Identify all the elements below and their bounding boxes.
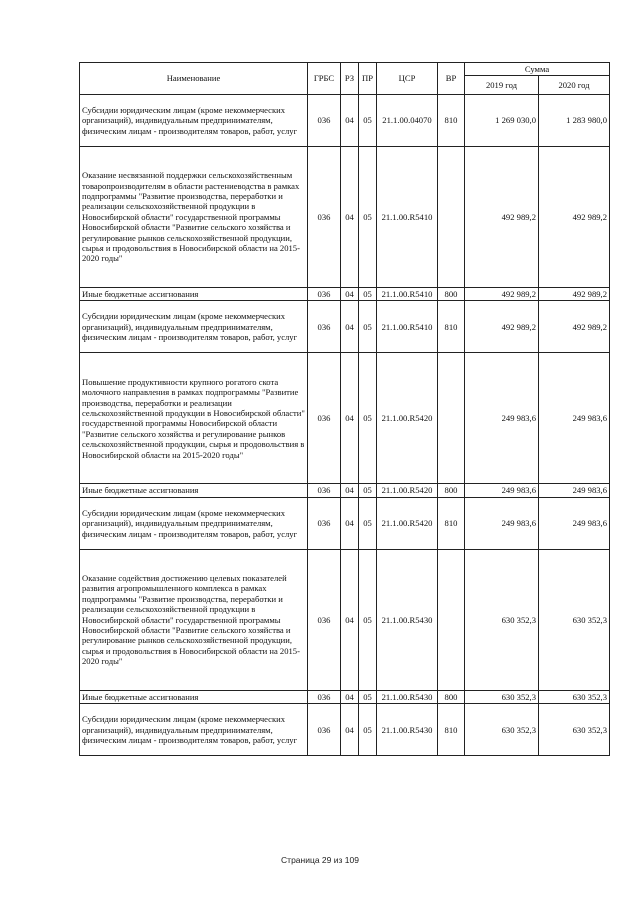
cell-name: Субсидии юридическим лицам (кроме некоммерческих организаций), индивидуальным предпринимателям, физическим лицам - производителям товаров, работ, услуг (80, 301, 308, 353)
cell-grbs: 036 (308, 704, 341, 756)
cell-sum-2020: 1 283 980,0 (539, 95, 610, 147)
cell-vr: 810 (438, 301, 465, 353)
cell-sum-2020: 630 352,3 (539, 690, 610, 703)
header-sum: Сумма (465, 63, 610, 76)
cell-rz: 04 (341, 95, 359, 147)
cell-grbs: 036 (308, 549, 341, 690)
cell-sum-2019: 492 989,2 (465, 147, 539, 288)
cell-rz: 04 (341, 353, 359, 484)
page-number: Страница 29 из 109 (281, 855, 359, 865)
cell-sum-2019: 492 989,2 (465, 288, 539, 301)
cell-vr: 800 (438, 690, 465, 703)
cell-csr: 21.1.00.R5410 (377, 288, 438, 301)
cell-pr: 05 (359, 353, 377, 484)
header-rz: РЗ (341, 63, 359, 95)
cell-sum-2019: 249 983,6 (465, 484, 539, 497)
table-row (80, 353, 610, 484)
table-body (80, 95, 610, 756)
cell-vr: 810 (438, 497, 465, 549)
cell-sum-2020: 492 989,2 (539, 147, 610, 288)
cell-grbs: 036 (308, 497, 341, 549)
cell-grbs: 036 (308, 288, 341, 301)
cell-name: Иные бюджетные ассигнования (80, 690, 308, 703)
cell-grbs: 036 (308, 95, 341, 147)
cell-grbs: 036 (308, 690, 341, 703)
table-row (80, 704, 610, 756)
header-vr: ВР (438, 63, 465, 95)
cell-vr (438, 353, 465, 484)
cell-name: Повышение продуктивности крупного рогатого скота молочного направления в рамках подпрограммы "Развитие производства, переработки и реализации сельскохозяйственной продукции в Новосибирской области" государственной программы Новосибирской области "Развитие сельского хозяйства и регулирование рынков сельскохозяйственной продукции, сырья и продовольствия в Новосибирской области на 2015-2020 годы" (80, 353, 308, 484)
cell-rz: 04 (341, 690, 359, 703)
cell-csr: 21.1.00.R5420 (377, 353, 438, 484)
header-grbs: ГРБС (308, 63, 341, 95)
cell-sum-2020: 249 983,6 (539, 484, 610, 497)
cell-name: Субсидии юридическим лицам (кроме некоммерческих организаций), индивидуальным предпринимателям, физическим лицам - производителям товаров, работ, услуг (80, 704, 308, 756)
header-name: Наименование (80, 63, 308, 95)
cell-csr: 21.1.00.R5410 (377, 147, 438, 288)
cell-name: Оказание несвязанной поддержки сельскохозяйственным товаропроизводителям в области растениеводства в рамках подпрограммы "Развитие производства, переработки и реализации сельскохозяйственной продукции в Новосибирской области" государственной программы Новосибирской области "Развитие сельского хозяйства и регулирование рынков сельскохозяйственной продукции, сырья и продовольствия в Новосибирской области на 2015-2020 годы" (80, 147, 308, 288)
budget-table-container (79, 62, 609, 756)
table-row (80, 301, 610, 353)
cell-vr: 810 (438, 95, 465, 147)
cell-sum-2020: 492 989,2 (539, 288, 610, 301)
cell-rz: 04 (341, 704, 359, 756)
cell-pr: 05 (359, 704, 377, 756)
cell-sum-2020: 492 989,2 (539, 301, 610, 353)
cell-vr: 800 (438, 484, 465, 497)
header-year-2020: 2020 год (539, 76, 610, 95)
table-row (80, 147, 610, 288)
cell-grbs: 036 (308, 484, 341, 497)
cell-pr: 05 (359, 301, 377, 353)
cell-sum-2020: 249 983,6 (539, 497, 610, 549)
table-row (80, 95, 610, 147)
cell-csr: 21.1.00.04070 (377, 95, 438, 147)
cell-grbs: 036 (308, 353, 341, 484)
cell-csr: 21.1.00.R5430 (377, 690, 438, 703)
cell-sum-2019: 630 352,3 (465, 690, 539, 703)
cell-sum-2019: 630 352,3 (465, 704, 539, 756)
cell-pr: 05 (359, 147, 377, 288)
cell-csr: 21.1.00.R5430 (377, 704, 438, 756)
header-pr: ПР (359, 63, 377, 95)
header-csr: ЦСР (377, 63, 438, 95)
cell-sum-2019: 1 269 030,0 (465, 95, 539, 147)
cell-grbs: 036 (308, 301, 341, 353)
cell-rz: 04 (341, 497, 359, 549)
cell-rz: 04 (341, 549, 359, 690)
table-row (80, 690, 610, 703)
cell-name: Оказание содействия достижению целевых показателей развития агропромышленного комплекса в рамках подпрограммы "Развитие производства, переработки и реализации сельскохозяйственной продукции в Новосибирской области" государственной программы Новосибирской области "Развитие сельского хозяйства и регулирование рынков сельскохозяйственной продукции, сырья и продовольствия в Новосибирской области на 2015-2020 годы" (80, 549, 308, 690)
cell-csr: 21.1.00.R5430 (377, 549, 438, 690)
cell-pr: 05 (359, 497, 377, 549)
cell-name: Субсидии юридическим лицам (кроме некоммерческих организаций), индивидуальным предпринимателям, физическим лицам - производителям товаров, работ, услуг (80, 497, 308, 549)
cell-name: Субсидии юридическим лицам (кроме некоммерческих организаций), индивидуальным предпринимателям, физическим лицам - производителям товаров, работ, услуг (80, 95, 308, 147)
cell-rz: 04 (341, 288, 359, 301)
cell-sum-2020: 249 983,6 (539, 353, 610, 484)
budget-table (79, 62, 610, 756)
cell-csr: 21.1.00.R5420 (377, 484, 438, 497)
cell-sum-2019: 249 983,6 (465, 497, 539, 549)
cell-csr: 21.1.00.R5420 (377, 497, 438, 549)
header-year-2019: 2019 год (465, 76, 539, 95)
cell-sum-2019: 249 983,6 (465, 353, 539, 484)
cell-name: Иные бюджетные ассигнования (80, 288, 308, 301)
cell-name: Иные бюджетные ассигнования (80, 484, 308, 497)
table-row (80, 497, 610, 549)
cell-rz: 04 (341, 147, 359, 288)
cell-rz: 04 (341, 484, 359, 497)
cell-vr: 810 (438, 704, 465, 756)
cell-sum-2019: 492 989,2 (465, 301, 539, 353)
cell-pr: 05 (359, 95, 377, 147)
table-row (80, 288, 610, 301)
header-row-1 (80, 63, 610, 76)
cell-pr: 05 (359, 549, 377, 690)
cell-pr: 05 (359, 288, 377, 301)
cell-rz: 04 (341, 301, 359, 353)
cell-vr (438, 549, 465, 690)
cell-grbs: 036 (308, 147, 341, 288)
table-row (80, 549, 610, 690)
cell-sum-2020: 630 352,3 (539, 549, 610, 690)
cell-pr: 05 (359, 690, 377, 703)
cell-pr: 05 (359, 484, 377, 497)
cell-vr (438, 147, 465, 288)
cell-csr: 21.1.00.R5410 (377, 301, 438, 353)
table-row (80, 484, 610, 497)
cell-vr: 800 (438, 288, 465, 301)
cell-sum-2019: 630 352,3 (465, 549, 539, 690)
cell-sum-2020: 630 352,3 (539, 704, 610, 756)
